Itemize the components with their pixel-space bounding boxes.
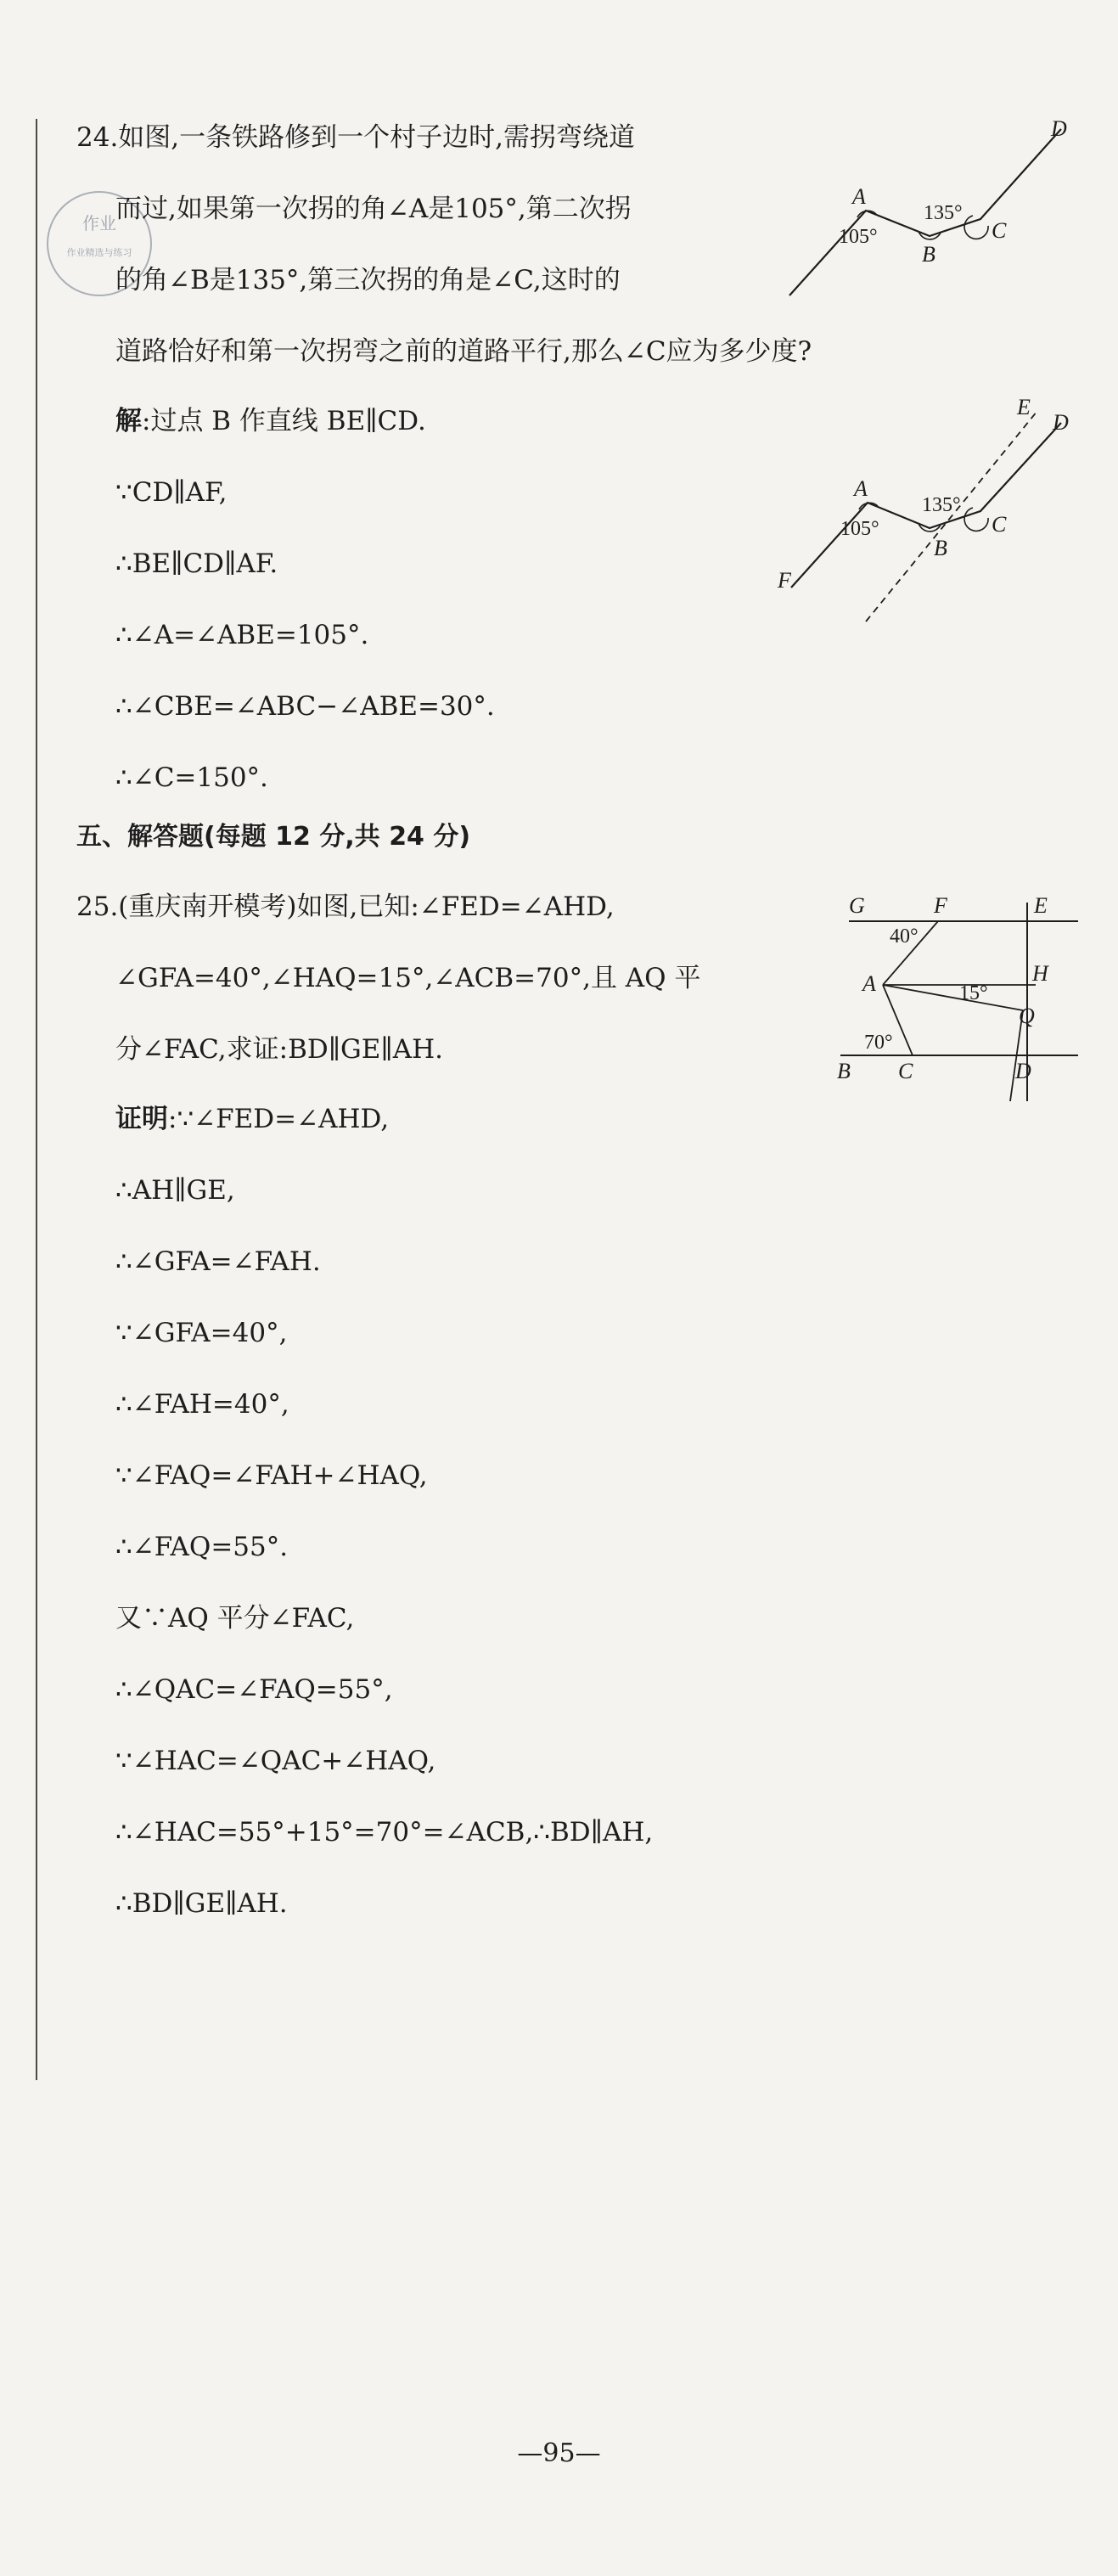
label-a: A <box>854 476 868 501</box>
angle-a-value: 105° <box>840 518 879 540</box>
stamp-text-top: 作业 <box>82 213 116 233</box>
solution-figure <box>772 399 1087 628</box>
q25-step: ∴∠GFA=∠FAH. <box>115 1246 321 1277</box>
q25-step: ∴∠QAC=∠FAQ=55°, <box>115 1674 393 1705</box>
q24-line-2: 而过,如果第一次拐的角∠A是105°,第二次拐 <box>115 194 632 224</box>
q25-proof-start <box>115 1102 389 1136</box>
q25-step: ∴BD∥GE∥AH. <box>115 1888 288 1919</box>
angle-gfa-value: 40° <box>890 925 919 948</box>
section-heading: 五、解答题(每题 12 分,共 24 分) <box>76 822 471 852</box>
label-d: D <box>1053 410 1069 435</box>
label-d: D <box>1051 116 1067 141</box>
q24-step: ∴∠A=∠ABE=105°. <box>115 620 369 650</box>
label-f: F <box>778 568 791 593</box>
angle-arc-c <box>964 216 988 239</box>
label-a: A <box>862 971 876 996</box>
q24-step: ∴∠CBE=∠ABC−∠ABE=30°. <box>115 691 495 722</box>
label-d: D <box>1015 1059 1031 1083</box>
solution-label: 解 <box>115 406 142 436</box>
q25-step: ∴∠HAC=55°+15°=70°=∠ACB,∴BD∥AH, <box>115 1817 654 1848</box>
q24-line-1: 24.如图,一条铁路修到一个村子边时,需拐弯绕道 <box>76 122 636 153</box>
label-b: B <box>934 536 947 560</box>
margin-line <box>36 119 37 2080</box>
label-e: E <box>1034 893 1048 918</box>
angle-acb-value: 70° <box>864 1032 893 1054</box>
q25-step: ∴AH∥GE, <box>115 1175 235 1206</box>
parallel-lines-figure <box>832 887 1087 1104</box>
angle-b-value: 135° <box>924 202 963 224</box>
label-a: A <box>852 184 866 209</box>
angle-b-value: 135° <box>922 494 961 516</box>
line-aq <box>883 985 1023 1010</box>
q25-line-3: 分∠FAC,求证:BD∥GE∥AH. <box>115 1034 444 1065</box>
railway-figure <box>781 110 1087 306</box>
label-c: C <box>992 218 1007 243</box>
q25-step: ∴∠FAQ=55°. <box>115 1532 289 1562</box>
angle-haq-value: 15° <box>959 982 988 1004</box>
label-h: H <box>1032 961 1048 986</box>
label-q: Q <box>1019 1004 1035 1028</box>
page-number: —95— <box>517 2438 601 2468</box>
label-g: G <box>849 893 865 918</box>
q24-step: ∴∠C=150°. <box>115 762 268 793</box>
proof-first-line: :∵∠FED=∠AHD, <box>168 1104 390 1134</box>
label-b: B <box>837 1059 851 1083</box>
stamp-text-bottom: 作业精选与练习 <box>66 247 132 258</box>
q24-step: ∴BE∥CD∥AF. <box>115 548 278 579</box>
q25-step: ∵∠GFA=40°, <box>115 1318 288 1348</box>
q24-step: ∵CD∥AF, <box>115 477 228 508</box>
auxiliary-line-be <box>866 411 1037 622</box>
label-c: C <box>992 512 1007 537</box>
angle-a-value: 105° <box>839 226 878 248</box>
angle-arc-c <box>964 508 988 531</box>
q24-line-4: 道路恰好和第一次拐弯之前的道路平行,那么∠C应为多少度? <box>115 336 812 367</box>
q25-step: ∵∠HAC=∠QAC+∠HAQ, <box>115 1746 436 1776</box>
label-f: F <box>934 893 947 918</box>
q25-step: ∵∠FAQ=∠FAH+∠HAQ, <box>115 1460 428 1491</box>
q25-step: 又∵AQ 平分∠FAC, <box>115 1603 355 1634</box>
q25-line-1: 25.(重庆南开模考)如图,已知:∠FED=∠AHD, <box>76 891 615 922</box>
label-e: E <box>1017 399 1031 419</box>
label-c: C <box>898 1059 913 1083</box>
q25-line-2: ∠GFA=40°,∠HAQ=15°,∠ACB=70°,且 AQ 平 <box>115 963 701 993</box>
label-b: B <box>922 242 935 267</box>
q24-line-3: 的角∠B是135°,第三次拐的角是∠C,这时的 <box>115 265 621 295</box>
q25-step: ∴∠FAH=40°, <box>115 1389 289 1420</box>
solution-first-line: :过点 B 作直线 BE∥CD. <box>142 406 426 436</box>
proof-label: 证明 <box>115 1104 168 1134</box>
q24-solution-start <box>115 404 426 438</box>
